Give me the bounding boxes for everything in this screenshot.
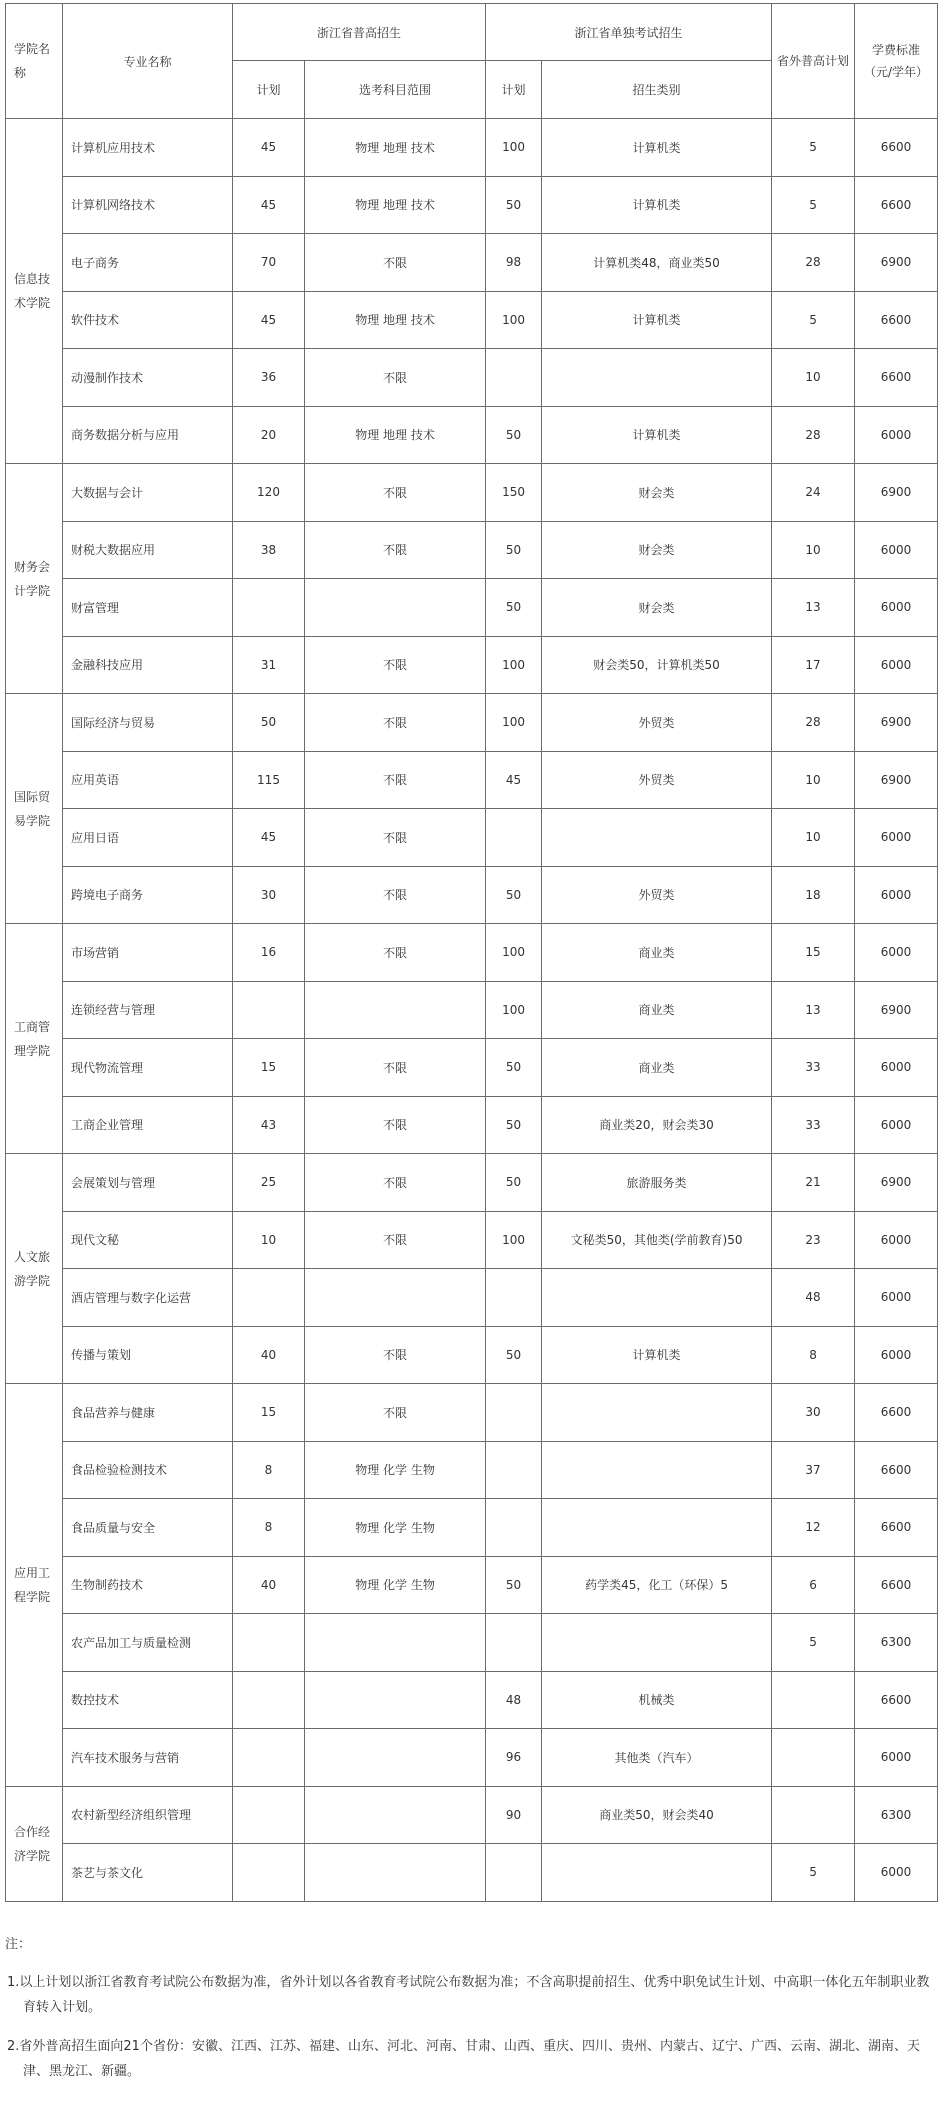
tuition-fee-cell: 6000 bbox=[855, 1039, 938, 1097]
general-plan-cell: 36 bbox=[233, 349, 305, 407]
major-name-cell: 财税大数据应用 bbox=[63, 521, 233, 579]
out-province-plan-cell: 23 bbox=[772, 1211, 855, 1269]
subjects-cell: 物理 地理 技术 bbox=[305, 119, 486, 177]
tuition-fee-cell: 6000 bbox=[855, 1096, 938, 1154]
subjects-cell: 不限 bbox=[305, 694, 486, 752]
tuition-fee-cell: 6000 bbox=[855, 809, 938, 867]
subjects-cell: 物理 地理 技术 bbox=[305, 176, 486, 234]
category-cell bbox=[542, 1614, 772, 1672]
major-name-cell: 传播与策划 bbox=[63, 1326, 233, 1384]
out-province-plan-cell: 5 bbox=[772, 1844, 855, 1902]
category-cell bbox=[542, 1384, 772, 1442]
subjects-cell: 不限 bbox=[305, 1154, 486, 1212]
table-row bbox=[6, 1039, 938, 1097]
subjects-cell: 物理 化学 生物 bbox=[305, 1499, 486, 1557]
separate-plan-cell: 50 bbox=[486, 1096, 542, 1154]
general-plan-cell: 40 bbox=[233, 1326, 305, 1384]
table-row bbox=[6, 1326, 938, 1384]
category-cell: 商业类20，财会类30 bbox=[542, 1096, 772, 1154]
category-cell: 商业类50，财会类40 bbox=[542, 1786, 772, 1844]
category-cell: 计算机类 bbox=[542, 1326, 772, 1384]
separate-plan-cell: 50 bbox=[486, 521, 542, 579]
out-province-plan-cell: 5 bbox=[772, 176, 855, 234]
separate-plan-cell: 98 bbox=[486, 234, 542, 292]
out-province-plan-cell: 10 bbox=[772, 521, 855, 579]
subjects-cell: 物理 地理 技术 bbox=[305, 406, 486, 464]
general-plan-cell: 115 bbox=[233, 751, 305, 809]
general-plan-cell: 38 bbox=[233, 521, 305, 579]
tuition-fee-cell: 6900 bbox=[855, 694, 938, 752]
table-row bbox=[6, 924, 938, 982]
separate-plan-cell: 100 bbox=[486, 694, 542, 752]
major-name-cell: 计算机应用技术 bbox=[63, 119, 233, 177]
table-row bbox=[6, 291, 938, 349]
category-cell: 外贸类 bbox=[542, 751, 772, 809]
out-province-plan-cell bbox=[772, 1786, 855, 1844]
subjects-cell: 不限 bbox=[305, 1039, 486, 1097]
major-name-cell: 金融科技应用 bbox=[63, 636, 233, 694]
table-row bbox=[6, 751, 938, 809]
major-name-cell: 应用日语 bbox=[63, 809, 233, 867]
tuition-fee-cell: 6000 bbox=[855, 1729, 938, 1787]
separate-plan-cell: 100 bbox=[486, 924, 542, 982]
subjects-cell: 不限 bbox=[305, 464, 486, 522]
general-plan-cell bbox=[233, 1671, 305, 1729]
tuition-fee-cell: 6900 bbox=[855, 234, 938, 292]
major-name-cell: 动漫制作技术 bbox=[63, 349, 233, 407]
tuition-fee-cell: 6000 bbox=[855, 1326, 938, 1384]
header-zhejiang-general: 浙江省普高招生 bbox=[233, 4, 486, 61]
tuition-fee-cell: 6000 bbox=[855, 866, 938, 924]
major-name-cell: 会展策划与管理 bbox=[63, 1154, 233, 1212]
general-plan-cell: 45 bbox=[233, 119, 305, 177]
general-plan-cell: 15 bbox=[233, 1039, 305, 1097]
out-province-plan-cell: 18 bbox=[772, 866, 855, 924]
major-name-cell: 汽车技术服务与营销 bbox=[63, 1729, 233, 1787]
table-row bbox=[6, 406, 938, 464]
tuition-fee-cell: 6600 bbox=[855, 119, 938, 177]
general-plan-cell bbox=[233, 1729, 305, 1787]
general-plan-cell: 43 bbox=[233, 1096, 305, 1154]
out-province-plan-cell: 48 bbox=[772, 1269, 855, 1327]
table-row bbox=[6, 636, 938, 694]
table-row bbox=[6, 1499, 938, 1557]
separate-plan-cell bbox=[486, 1269, 542, 1327]
enrollment-plan-table bbox=[5, 3, 938, 1902]
category-cell bbox=[542, 1499, 772, 1557]
tuition-fee-cell: 6900 bbox=[855, 464, 938, 522]
table-row bbox=[6, 1441, 938, 1499]
general-plan-cell: 15 bbox=[233, 1384, 305, 1442]
tuition-fee-cell: 6000 bbox=[855, 406, 938, 464]
subjects-cell: 不限 bbox=[305, 751, 486, 809]
major-name-cell: 农村新型经济组织管理 bbox=[63, 1786, 233, 1844]
out-province-plan-cell: 5 bbox=[772, 1614, 855, 1672]
category-cell: 机械类 bbox=[542, 1671, 772, 1729]
major-name-cell: 食品营养与健康 bbox=[63, 1384, 233, 1442]
major-name-cell: 应用英语 bbox=[63, 751, 233, 809]
college-name-cell: 合作经济学院 bbox=[6, 1786, 63, 1901]
out-province-plan-cell: 21 bbox=[772, 1154, 855, 1212]
general-plan-cell: 10 bbox=[233, 1211, 305, 1269]
out-province-plan-cell: 13 bbox=[772, 981, 855, 1039]
category-cell: 商业类 bbox=[542, 1039, 772, 1097]
table-row bbox=[6, 981, 938, 1039]
college-name-cell: 人文旅游学院 bbox=[6, 1154, 63, 1384]
table-row bbox=[6, 866, 938, 924]
category-cell: 旅游服务类 bbox=[542, 1154, 772, 1212]
college-name-cell: 国际贸易学院 bbox=[6, 694, 63, 924]
table-row bbox=[6, 1671, 938, 1729]
table-row bbox=[6, 1096, 938, 1154]
separate-plan-cell bbox=[486, 1384, 542, 1442]
general-plan-cell: 50 bbox=[233, 694, 305, 752]
category-cell: 计算机类 bbox=[542, 291, 772, 349]
header-major-name: 专业名称 bbox=[63, 4, 233, 119]
separate-plan-cell bbox=[486, 1441, 542, 1499]
table-row bbox=[6, 1269, 938, 1327]
major-name-cell: 跨境电子商务 bbox=[63, 866, 233, 924]
separate-plan-cell bbox=[486, 1614, 542, 1672]
subjects-cell: 不限 bbox=[305, 866, 486, 924]
tuition-fee-cell: 6000 bbox=[855, 1269, 938, 1327]
subjects-cell bbox=[305, 1786, 486, 1844]
header-separate-plan: 计划 bbox=[486, 61, 542, 119]
major-name-cell: 食品质量与安全 bbox=[63, 1499, 233, 1557]
note-item-1: 1.以上计划以浙江省教育考试院公布数据为准，省外计划以各省教育考试院公布数据为准；不含高职提前招生、优秀中职免试生计划、中高职一体化五年制职业教育转入计划。 bbox=[7, 1975, 930, 2015]
subjects-cell: 不限 bbox=[305, 809, 486, 867]
subjects-cell: 不限 bbox=[305, 1096, 486, 1154]
subjects-cell bbox=[305, 1729, 486, 1787]
category-cell: 商业类 bbox=[542, 981, 772, 1039]
major-name-cell: 财富管理 bbox=[63, 579, 233, 637]
category-cell bbox=[542, 1269, 772, 1327]
out-province-plan-cell: 12 bbox=[772, 1499, 855, 1557]
major-name-cell: 农产品加工与质量检测 bbox=[63, 1614, 233, 1672]
major-name-cell: 食品检验检测技术 bbox=[63, 1441, 233, 1499]
major-name-cell: 电子商务 bbox=[63, 234, 233, 292]
major-name-cell: 现代物流管理 bbox=[63, 1039, 233, 1097]
table-row bbox=[6, 579, 938, 637]
major-name-cell: 生物制药技术 bbox=[63, 1556, 233, 1614]
category-cell: 财会类 bbox=[542, 579, 772, 637]
college-name-cell: 信息技术学院 bbox=[6, 119, 63, 464]
separate-plan-cell: 50 bbox=[486, 1039, 542, 1097]
tuition-fee-cell: 6600 bbox=[855, 176, 938, 234]
major-name-cell: 商务数据分析与应用 bbox=[63, 406, 233, 464]
category-cell: 财会类50，计算机类50 bbox=[542, 636, 772, 694]
general-plan-cell: 8 bbox=[233, 1499, 305, 1557]
general-plan-cell: 31 bbox=[233, 636, 305, 694]
out-province-plan-cell: 17 bbox=[772, 636, 855, 694]
general-plan-cell bbox=[233, 1614, 305, 1672]
table-row bbox=[6, 119, 938, 177]
college-name-cell: 财务会计学院 bbox=[6, 464, 63, 694]
major-name-cell: 现代文秘 bbox=[63, 1211, 233, 1269]
major-name-cell: 连锁经营与管理 bbox=[63, 981, 233, 1039]
category-cell: 财会类 bbox=[542, 521, 772, 579]
separate-plan-cell: 100 bbox=[486, 291, 542, 349]
major-name-cell: 工商企业管理 bbox=[63, 1096, 233, 1154]
category-cell: 商业类 bbox=[542, 924, 772, 982]
table-row bbox=[6, 234, 938, 292]
separate-plan-cell: 50 bbox=[486, 1326, 542, 1384]
header-tuition-fee: 学费标准（元/学年） bbox=[855, 4, 938, 119]
college-name-cell: 工商管理学院 bbox=[6, 924, 63, 1154]
category-cell: 药学类45，化工（环保）5 bbox=[542, 1556, 772, 1614]
general-plan-cell: 45 bbox=[233, 291, 305, 349]
tuition-fee-cell: 6300 bbox=[855, 1614, 938, 1672]
major-name-cell: 大数据与会计 bbox=[63, 464, 233, 522]
tuition-fee-cell: 6900 bbox=[855, 751, 938, 809]
header-out-province-plan: 省外普高计划 bbox=[772, 4, 855, 119]
subjects-cell: 不限 bbox=[305, 349, 486, 407]
out-province-plan-cell: 33 bbox=[772, 1039, 855, 1097]
category-cell: 外贸类 bbox=[542, 694, 772, 752]
separate-plan-cell: 100 bbox=[486, 636, 542, 694]
tuition-fee-cell: 6600 bbox=[855, 1499, 938, 1557]
separate-plan-cell bbox=[486, 1844, 542, 1902]
general-plan-cell: 8 bbox=[233, 1441, 305, 1499]
out-province-plan-cell: 10 bbox=[772, 751, 855, 809]
out-province-plan-cell: 28 bbox=[772, 234, 855, 292]
major-name-cell: 茶艺与茶文化 bbox=[63, 1844, 233, 1902]
out-province-plan-cell: 28 bbox=[772, 406, 855, 464]
out-province-plan-cell: 24 bbox=[772, 464, 855, 522]
notes-section bbox=[5, 1932, 930, 2098]
table-row bbox=[6, 1729, 938, 1787]
category-cell bbox=[542, 809, 772, 867]
college-name-cell: 应用工程学院 bbox=[6, 1384, 63, 1787]
subjects-cell: 不限 bbox=[305, 1384, 486, 1442]
subjects-cell: 不限 bbox=[305, 1211, 486, 1269]
separate-plan-cell: 48 bbox=[486, 1671, 542, 1729]
general-plan-cell: 20 bbox=[233, 406, 305, 464]
separate-plan-cell: 90 bbox=[486, 1786, 542, 1844]
major-name-cell: 酒店管理与数字化运营 bbox=[63, 1269, 233, 1327]
separate-plan-cell bbox=[486, 809, 542, 867]
table-row bbox=[6, 464, 938, 522]
out-province-plan-cell: 28 bbox=[772, 694, 855, 752]
table-body bbox=[6, 119, 938, 1902]
tuition-fee-cell: 6000 bbox=[855, 579, 938, 637]
category-cell bbox=[542, 1844, 772, 1902]
out-province-plan-cell: 8 bbox=[772, 1326, 855, 1384]
out-province-plan-cell: 6 bbox=[772, 1556, 855, 1614]
category-cell: 财会类 bbox=[542, 464, 772, 522]
separate-plan-cell: 100 bbox=[486, 119, 542, 177]
general-plan-cell: 120 bbox=[233, 464, 305, 522]
notes-title: 注： bbox=[5, 1937, 32, 1952]
subjects-cell bbox=[305, 1269, 486, 1327]
subjects-cell: 不限 bbox=[305, 636, 486, 694]
subjects-cell: 不限 bbox=[305, 1326, 486, 1384]
subjects-cell: 不限 bbox=[305, 234, 486, 292]
separate-plan-cell: 50 bbox=[486, 406, 542, 464]
tuition-fee-cell: 6000 bbox=[855, 636, 938, 694]
category-cell: 计算机类 bbox=[542, 176, 772, 234]
general-plan-cell: 25 bbox=[233, 1154, 305, 1212]
general-plan-cell: 45 bbox=[233, 809, 305, 867]
category-cell: 计算机类 bbox=[542, 406, 772, 464]
out-province-plan-cell bbox=[772, 1671, 855, 1729]
out-province-plan-cell bbox=[772, 1729, 855, 1787]
major-name-cell: 数控技术 bbox=[63, 1671, 233, 1729]
out-province-plan-cell: 13 bbox=[772, 579, 855, 637]
out-province-plan-cell: 10 bbox=[772, 809, 855, 867]
out-province-plan-cell: 33 bbox=[772, 1096, 855, 1154]
out-province-plan-cell: 30 bbox=[772, 1384, 855, 1442]
header-general-plan: 计划 bbox=[233, 61, 305, 119]
general-plan-cell bbox=[233, 579, 305, 637]
separate-plan-cell: 50 bbox=[486, 579, 542, 637]
tuition-fee-cell: 6900 bbox=[855, 1154, 938, 1212]
subjects-cell: 物理 化学 生物 bbox=[305, 1556, 486, 1614]
general-plan-cell bbox=[233, 981, 305, 1039]
table-row bbox=[6, 1556, 938, 1614]
general-plan-cell: 40 bbox=[233, 1556, 305, 1614]
header-college-name: 学院名称 bbox=[6, 4, 63, 119]
tuition-fee-cell: 6600 bbox=[855, 349, 938, 407]
table-row bbox=[6, 1211, 938, 1269]
separate-plan-cell: 50 bbox=[486, 176, 542, 234]
tuition-fee-cell: 6600 bbox=[855, 1384, 938, 1442]
subjects-cell bbox=[305, 1844, 486, 1902]
major-name-cell: 市场营销 bbox=[63, 924, 233, 982]
category-cell bbox=[542, 349, 772, 407]
out-province-plan-cell: 10 bbox=[772, 349, 855, 407]
category-cell: 外贸类 bbox=[542, 866, 772, 924]
general-plan-cell bbox=[233, 1844, 305, 1902]
table-row bbox=[6, 1614, 938, 1672]
subjects-cell: 不限 bbox=[305, 521, 486, 579]
table-row bbox=[6, 1844, 938, 1902]
tuition-fee-cell: 6000 bbox=[855, 521, 938, 579]
general-plan-cell: 70 bbox=[233, 234, 305, 292]
category-cell: 其他类（汽车） bbox=[542, 1729, 772, 1787]
separate-plan-cell bbox=[486, 349, 542, 407]
subjects-cell: 不限 bbox=[305, 924, 486, 982]
tuition-fee-cell: 6000 bbox=[855, 924, 938, 982]
table-row bbox=[6, 176, 938, 234]
general-plan-cell: 16 bbox=[233, 924, 305, 982]
header-category: 招生类别 bbox=[542, 61, 772, 119]
subjects-cell bbox=[305, 981, 486, 1039]
tuition-fee-cell: 6000 bbox=[855, 1211, 938, 1269]
separate-plan-cell: 96 bbox=[486, 1729, 542, 1787]
table-row bbox=[6, 1154, 938, 1212]
general-plan-cell bbox=[233, 1269, 305, 1327]
subjects-cell: 物理 化学 生物 bbox=[305, 1441, 486, 1499]
major-name-cell: 计算机网络技术 bbox=[63, 176, 233, 234]
general-plan-cell: 30 bbox=[233, 866, 305, 924]
separate-plan-cell bbox=[486, 1499, 542, 1557]
category-cell bbox=[542, 1441, 772, 1499]
out-province-plan-cell: 5 bbox=[772, 119, 855, 177]
table-row bbox=[6, 349, 938, 407]
separate-plan-cell: 45 bbox=[486, 751, 542, 809]
major-name-cell: 国际经济与贸易 bbox=[63, 694, 233, 752]
separate-plan-cell: 100 bbox=[486, 1211, 542, 1269]
tuition-fee-cell: 6600 bbox=[855, 1441, 938, 1499]
tuition-fee-cell: 6000 bbox=[855, 1844, 938, 1902]
out-province-plan-cell: 37 bbox=[772, 1441, 855, 1499]
subjects-cell: 物理 地理 技术 bbox=[305, 291, 486, 349]
subjects-cell bbox=[305, 1614, 486, 1672]
separate-plan-cell: 150 bbox=[486, 464, 542, 522]
separate-plan-cell: 50 bbox=[486, 1556, 542, 1614]
category-cell: 计算机类48，商业类50 bbox=[542, 234, 772, 292]
subjects-cell bbox=[305, 579, 486, 637]
header-subjects: 选考科目范围 bbox=[305, 61, 486, 119]
separate-plan-cell: 100 bbox=[486, 981, 542, 1039]
subjects-cell bbox=[305, 1671, 486, 1729]
table-row bbox=[6, 521, 938, 579]
category-cell: 文秘类50，其他类(学前教育)50 bbox=[542, 1211, 772, 1269]
table-row bbox=[6, 694, 938, 752]
table-row bbox=[6, 1384, 938, 1442]
tuition-fee-cell: 6600 bbox=[855, 291, 938, 349]
table-row bbox=[6, 1786, 938, 1844]
category-cell: 计算机类 bbox=[542, 119, 772, 177]
out-province-plan-cell: 15 bbox=[772, 924, 855, 982]
tuition-fee-cell: 6300 bbox=[855, 1786, 938, 1844]
out-province-plan-cell: 5 bbox=[772, 291, 855, 349]
general-plan-cell: 45 bbox=[233, 176, 305, 234]
tuition-fee-cell: 6900 bbox=[855, 981, 938, 1039]
tuition-fee-cell: 6600 bbox=[855, 1671, 938, 1729]
header-zhejiang-separate-exam: 浙江省单独考试招生 bbox=[486, 4, 772, 61]
major-name-cell: 软件技术 bbox=[63, 291, 233, 349]
separate-plan-cell: 50 bbox=[486, 866, 542, 924]
tuition-fee-cell: 6600 bbox=[855, 1556, 938, 1614]
note-item-2: 2.省外普高招生面向21个省份：安徽、江西、江苏、福建、山东、河北、河南、甘肃、山西、重庆、四川、贵州、内蒙古、辽宁、广西、云南、湖北、湖南、天津、黑龙江、新疆。 bbox=[7, 2039, 920, 2079]
table-row bbox=[6, 809, 938, 867]
separate-plan-cell: 50 bbox=[486, 1154, 542, 1212]
general-plan-cell bbox=[233, 1786, 305, 1844]
